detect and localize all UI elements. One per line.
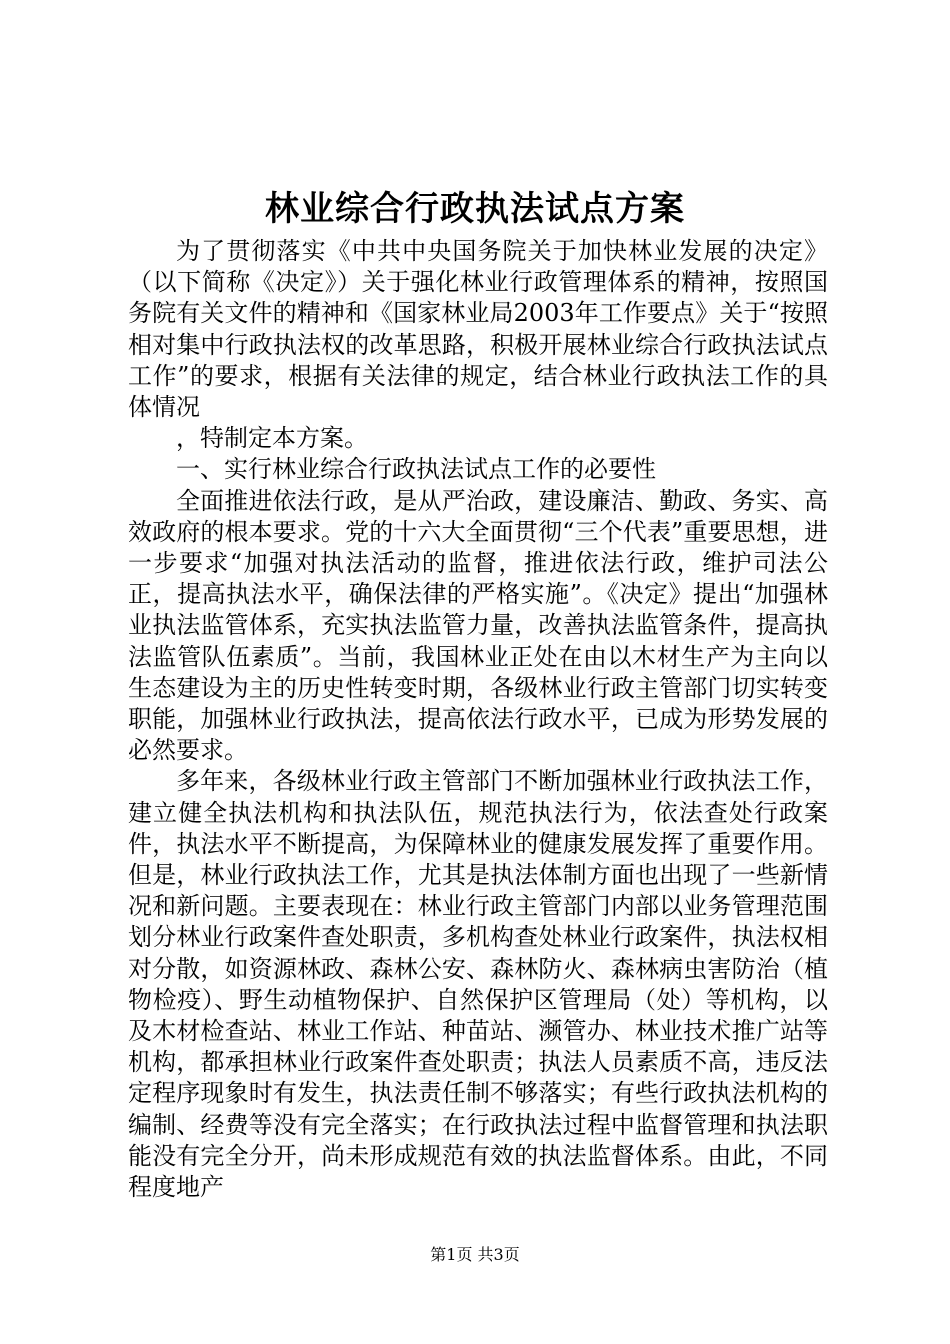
document-title: 林业综合行政执法试点方案: [265, 189, 685, 229]
document-body: [128, 236, 828, 1203]
paragraph-intro-end: ，特制定本方案。: [176, 424, 368, 453]
paragraph-problems: 多年来，各级林业行政主管部门不断加强林业行政执法工作，建立健全执法机构和执法队伍，规范执法行为，依法查处行政案件，执法水平不断提高，为保障林业的健康发展发挥了重要作用。但是，林业行政执法工作，尤其是执法体制方面也出现了一些新情况和新问题。主要表现在：林业行政主管部门内部以业务管理范围划分林业行政案件查处职责，多机构查处林业行政案件，执法权相对分散，如资源林政、森林公安、森林防火、森林病虫害防治（植物检疫）、野生动植物保护、自然保护区管理局（处）等机构，以及木材检查站、林业工作站、种苗站、濒管办、林业技术推广站等机构，都承担林业行政案件查处职责；执法人员素质不高，违反法定程序现象时有发生，执法责任制不够落实；有些行政执法机构的编制、经费等没有完全落实；在行政执法过程中监督管理和执法职能没有完全分开，尚未形成规范有效的执法监督体系。由此，不同程度地产: [128, 767, 828, 1202]
paragraph-necessity: 全面推进依法行政，是从严治政，建设廉洁、勤政、务实、高效政府的根本要求。党的十六大全面贯彻“三个代表”重要思想，进一步要求“加强对执法活动的监督，推进依法行政，维护司法公正，提高执法水平，确保法律的严格实施”。《决定》提出“加强林业执法监管体系，充实执法监管力量，改善执法监管条件，提高执法监管队伍素质”。当前，我国林业正处在由以木材生产为主向以生态建设为主的历史性转变时期，各级林业行政主管部门切实转变职能，加强林业行政执法，提高依法行政水平，已成为形势发展的必然要求。: [128, 486, 828, 765]
paragraph-intro: 为了贯彻落实《中共中央国务院关于加快林业发展的决定》（以下简称《决定》）关于强化林业行政管理体系的精神，按照国务院有关文件的精神和《国家林业局2003年工作要点》关于“按照相对集中行政执法权的改革思路，积极开展林业综合行政执法试点工作”的要求，根据有关法律的规定，结合林业行政执法工作的具体情况: [128, 237, 828, 422]
page-footer: 第1页 共3页: [430, 1245, 520, 1264]
section-heading-1: 一、实行林业综合行政执法试点工作的必要性: [176, 455, 656, 484]
